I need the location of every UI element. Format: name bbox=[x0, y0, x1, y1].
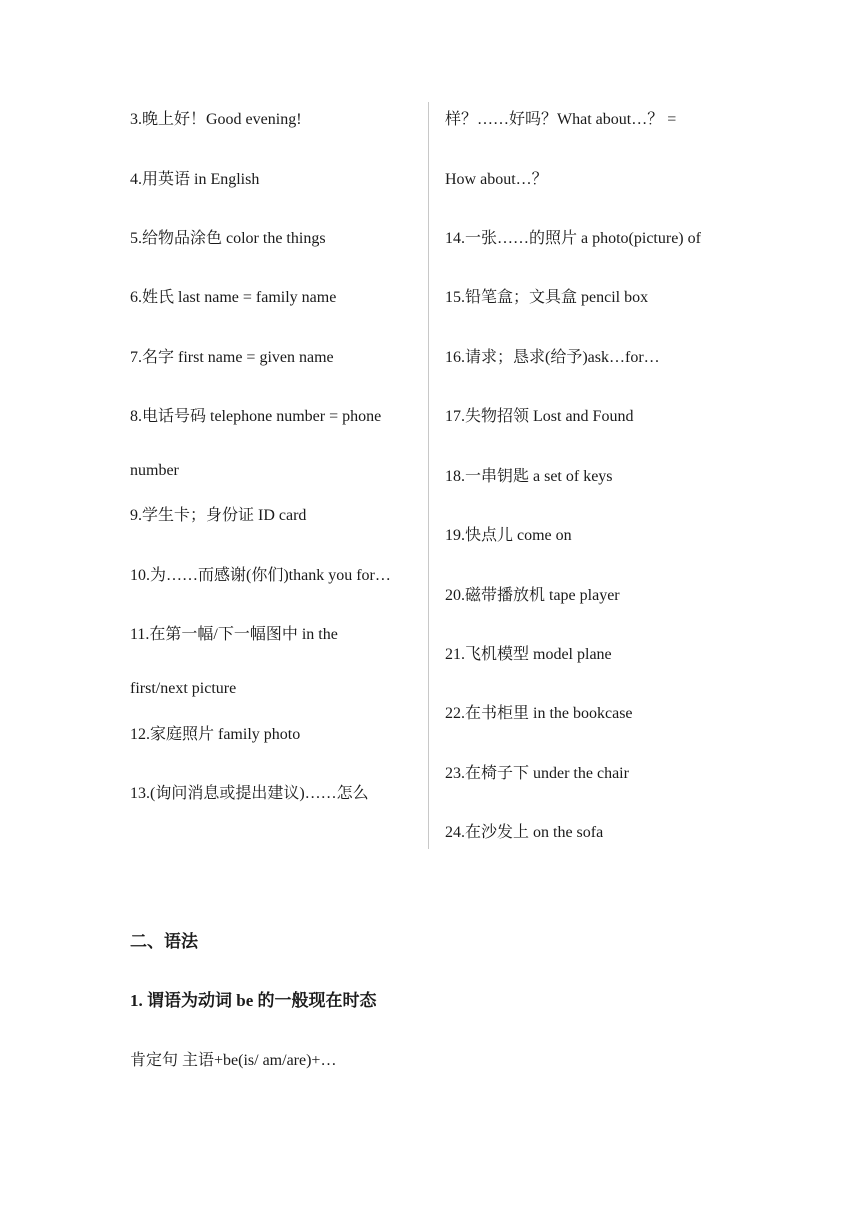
vocab-item: 7.名字 first name = given name bbox=[130, 349, 334, 366]
vocab-item: 18.一串钥匙 a set of keys bbox=[445, 468, 613, 485]
vocab-item: 9.学生卡；身份证 ID card bbox=[130, 507, 307, 524]
vocab-item: 5.给物品涂色 color the things bbox=[130, 230, 326, 247]
vocab-item: 22.在书柜里 in the bookcase bbox=[445, 705, 633, 722]
vocab-item: 6.姓氏 last name = family name bbox=[130, 289, 337, 306]
grammar-subheading: 1. 谓语为动词 be 的一般现在时态 bbox=[130, 991, 377, 1010]
vocab-item: 11.在第一幅/下一幅图中 in the bbox=[130, 626, 338, 643]
vocab-item: 24.在沙发上 on the sofa bbox=[445, 824, 604, 841]
vocab-item-continuation: 样？……好吗？What about…？ = bbox=[445, 111, 677, 128]
vocab-item: 8.电话号码 telephone number = phone bbox=[130, 408, 382, 425]
vocab-item: 10.为……而感谢(你们)thank you for… bbox=[130, 567, 391, 584]
vocab-item: 4.用英语 in English bbox=[130, 171, 260, 188]
column-divider bbox=[428, 102, 429, 849]
grammar-rule-line: 肯定句 主语+be(is/ am/are)+… bbox=[130, 1052, 337, 1069]
vocab-item: 21.飞机模型 model plane bbox=[445, 646, 612, 663]
vocab-item: 15.铅笔盒；文具盒 pencil box bbox=[445, 289, 649, 306]
vocab-item: 19.快点儿 come on bbox=[445, 527, 572, 544]
vocab-item: 13.(询问消息或提出建议)……怎么 bbox=[130, 785, 369, 802]
vocab-item-continuation: How about…？ bbox=[445, 171, 548, 188]
vocab-item: 14.一张……的照片 a photo(picture) of bbox=[445, 230, 701, 247]
vocab-item: 3.晚上好！Good evening! bbox=[130, 111, 302, 128]
vocab-item: 17.失物招领 Lost and Found bbox=[445, 408, 634, 425]
vocab-item: 12.家庭照片 family photo bbox=[130, 726, 301, 743]
vocab-item-continuation: first/next picture bbox=[130, 680, 237, 697]
vocab-item-continuation: number bbox=[130, 462, 179, 479]
vocab-item: 23.在椅子下 under the chair bbox=[445, 765, 629, 782]
grammar-heading: 二、语法 bbox=[130, 932, 198, 951]
vocab-item: 20.磁带播放机 tape player bbox=[445, 587, 620, 604]
vocab-item: 16.请求；恳求(给予)ask…for… bbox=[445, 349, 660, 366]
